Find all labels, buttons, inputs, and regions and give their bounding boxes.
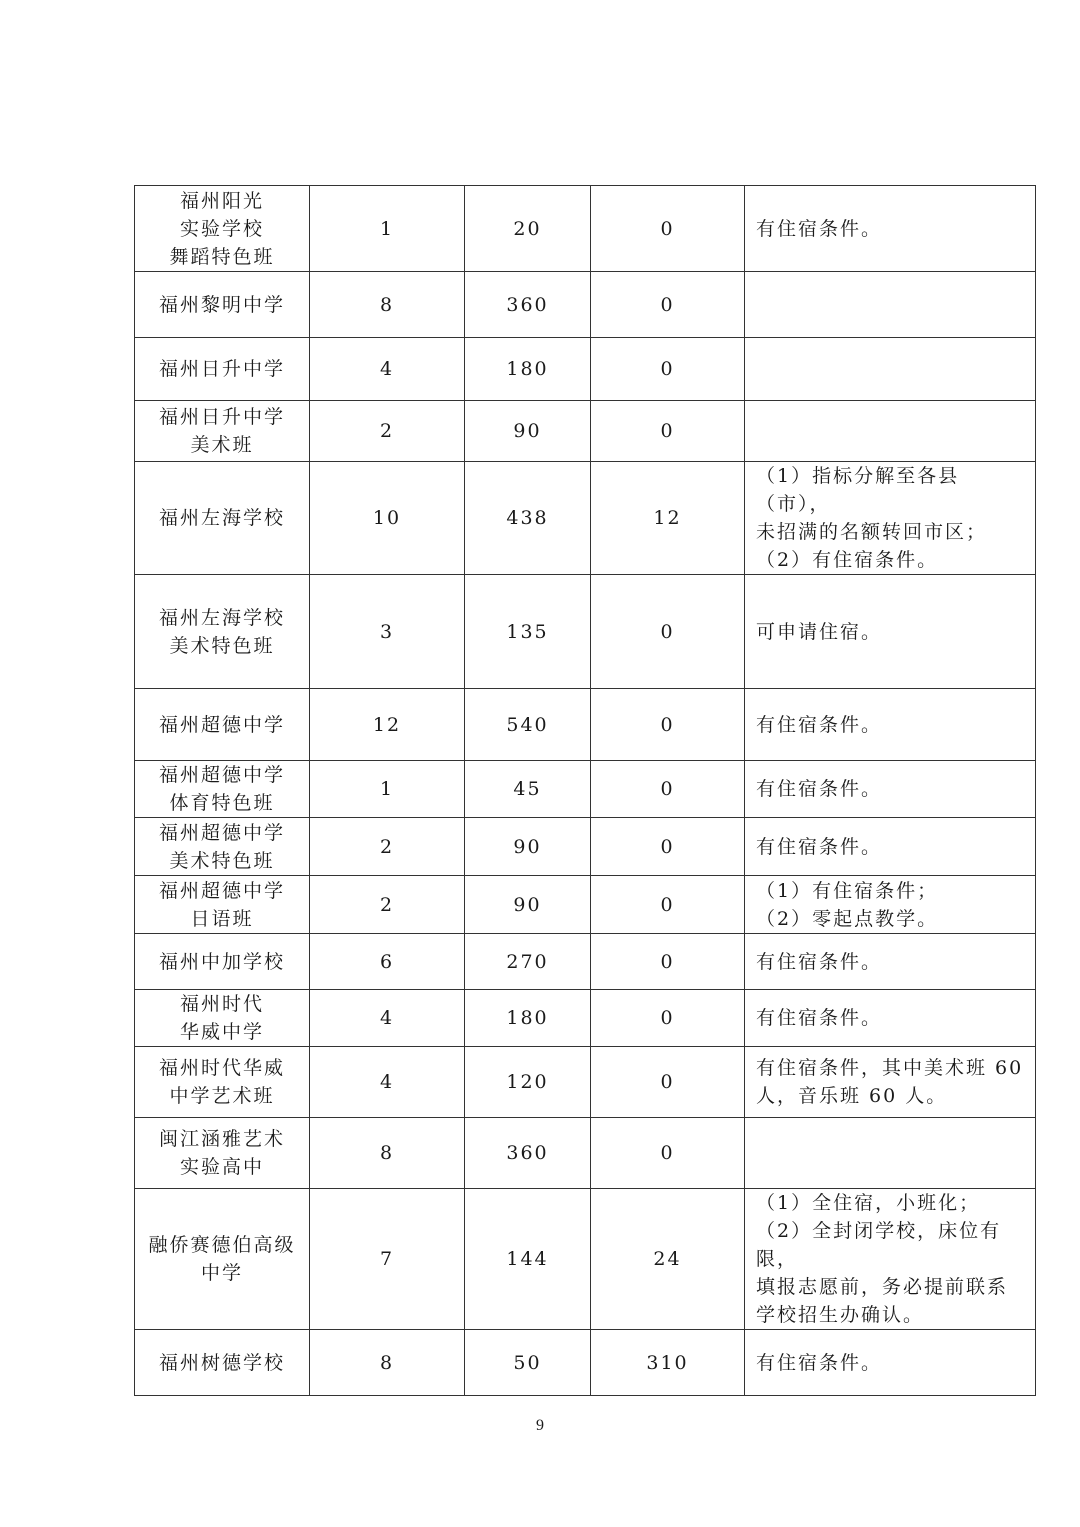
classes-cell: 12	[310, 689, 465, 761]
school-name-cell: 福州左海学校 美术特色班	[135, 575, 310, 689]
quota-cell: 20	[465, 186, 591, 272]
school-name-cell: 福州时代 华威中学	[135, 990, 310, 1047]
remarks-cell: 有住宿条件。	[745, 689, 1036, 761]
other-quota-cell: 0	[591, 990, 745, 1047]
classes-cell: 6	[310, 934, 465, 990]
quota-cell: 180	[465, 338, 591, 401]
quota-cell: 180	[465, 990, 591, 1047]
other-quota-cell: 12	[591, 462, 745, 575]
quota-cell: 540	[465, 689, 591, 761]
other-quota-cell: 0	[591, 934, 745, 990]
table-row	[135, 761, 1036, 818]
other-quota-cell: 0	[591, 186, 745, 272]
classes-cell: 7	[310, 1189, 465, 1330]
other-quota-cell: 0	[591, 575, 745, 689]
quota-cell: 120	[465, 1047, 591, 1118]
remarks-cell	[745, 272, 1036, 338]
school-name-cell: 福州左海学校	[135, 462, 310, 575]
quota-cell: 360	[465, 1118, 591, 1189]
school-name-cell: 福州时代华威 中学艺术班	[135, 1047, 310, 1118]
table-row	[135, 876, 1036, 934]
school-name-cell: 福州超德中学 体育特色班	[135, 761, 310, 818]
school-name-cell: 闽江涵雅艺术 实验高中	[135, 1118, 310, 1189]
table-row	[135, 1189, 1036, 1330]
remarks-cell: 有住宿条件。	[745, 934, 1036, 990]
table-body	[135, 186, 1036, 1396]
classes-cell: 2	[310, 818, 465, 876]
classes-cell: 8	[310, 272, 465, 338]
other-quota-cell: 0	[591, 401, 745, 462]
other-quota-cell: 0	[591, 1047, 745, 1118]
other-quota-cell: 0	[591, 338, 745, 401]
classes-cell: 8	[310, 1330, 465, 1396]
classes-cell: 3	[310, 575, 465, 689]
other-quota-cell: 24	[591, 1189, 745, 1330]
school-name-cell: 福州超德中学 日语班	[135, 876, 310, 934]
remarks-cell: 有住宿条件。	[745, 186, 1036, 272]
table-row	[135, 272, 1036, 338]
school-name-cell: 福州超德中学	[135, 689, 310, 761]
remarks-cell: （1）有住宿条件； （2）零起点教学。	[745, 876, 1036, 934]
other-quota-cell: 0	[591, 1118, 745, 1189]
classes-cell: 1	[310, 761, 465, 818]
table-row	[135, 934, 1036, 990]
table-row	[135, 401, 1036, 462]
quota-cell: 360	[465, 272, 591, 338]
page-number: 9	[536, 1417, 544, 1434]
remarks-cell: （1）指标分解至各县（市）， 未招满的名额转回市区； （2）有住宿条件。	[745, 462, 1036, 575]
classes-cell: 1	[310, 186, 465, 272]
school-name-cell: 福州中加学校	[135, 934, 310, 990]
remarks-cell	[745, 338, 1036, 401]
school-name-cell: 福州日升中学 美术班	[135, 401, 310, 462]
table-row	[135, 818, 1036, 876]
quota-cell: 438	[465, 462, 591, 575]
school-name-cell: 福州黎明中学	[135, 272, 310, 338]
remarks-cell: （1）全住宿，小班化； （2）全封闭学校，床位有限， 填报志愿前，务必提前联系 学校招生办确认。	[745, 1189, 1036, 1330]
school-name-cell: 福州日升中学	[135, 338, 310, 401]
remarks-cell: 有住宿条件，其中美术班 60 人，音乐班 60 人。	[745, 1047, 1036, 1118]
classes-cell: 4	[310, 1047, 465, 1118]
remarks-cell: 有住宿条件。	[745, 761, 1036, 818]
quota-cell: 90	[465, 401, 591, 462]
other-quota-cell: 0	[591, 761, 745, 818]
table-row	[135, 575, 1036, 689]
other-quota-cell: 310	[591, 1330, 745, 1396]
table-row	[135, 462, 1036, 575]
enrollment-table	[134, 185, 1036, 1396]
quota-cell: 90	[465, 818, 591, 876]
remarks-cell	[745, 401, 1036, 462]
school-name-cell: 福州阳光 实验学校 舞蹈特色班	[135, 186, 310, 272]
quota-cell: 50	[465, 1330, 591, 1396]
table-row	[135, 1330, 1036, 1396]
remarks-cell: 有住宿条件。	[745, 818, 1036, 876]
classes-cell: 2	[310, 401, 465, 462]
classes-cell: 4	[310, 338, 465, 401]
school-name-cell: 福州树德学校	[135, 1330, 310, 1396]
table-row	[135, 990, 1036, 1047]
remarks-cell: 可申请住宿。	[745, 575, 1036, 689]
classes-cell: 4	[310, 990, 465, 1047]
school-name-cell: 福州超德中学 美术特色班	[135, 818, 310, 876]
quota-cell: 45	[465, 761, 591, 818]
quota-cell: 90	[465, 876, 591, 934]
other-quota-cell: 0	[591, 689, 745, 761]
table-row	[135, 186, 1036, 272]
other-quota-cell: 0	[591, 272, 745, 338]
table-row	[135, 1118, 1036, 1189]
classes-cell: 8	[310, 1118, 465, 1189]
quota-cell: 135	[465, 575, 591, 689]
table-row	[135, 338, 1036, 401]
other-quota-cell: 0	[591, 818, 745, 876]
remarks-cell	[745, 1118, 1036, 1189]
table-row	[135, 689, 1036, 761]
classes-cell: 10	[310, 462, 465, 575]
school-name-cell: 融侨赛德伯高级 中学	[135, 1189, 310, 1330]
quota-cell: 270	[465, 934, 591, 990]
classes-cell: 2	[310, 876, 465, 934]
remarks-cell: 有住宿条件。	[745, 990, 1036, 1047]
remarks-cell: 有住宿条件。	[745, 1330, 1036, 1396]
quota-cell: 144	[465, 1189, 591, 1330]
table-row	[135, 1047, 1036, 1118]
other-quota-cell: 0	[591, 876, 745, 934]
